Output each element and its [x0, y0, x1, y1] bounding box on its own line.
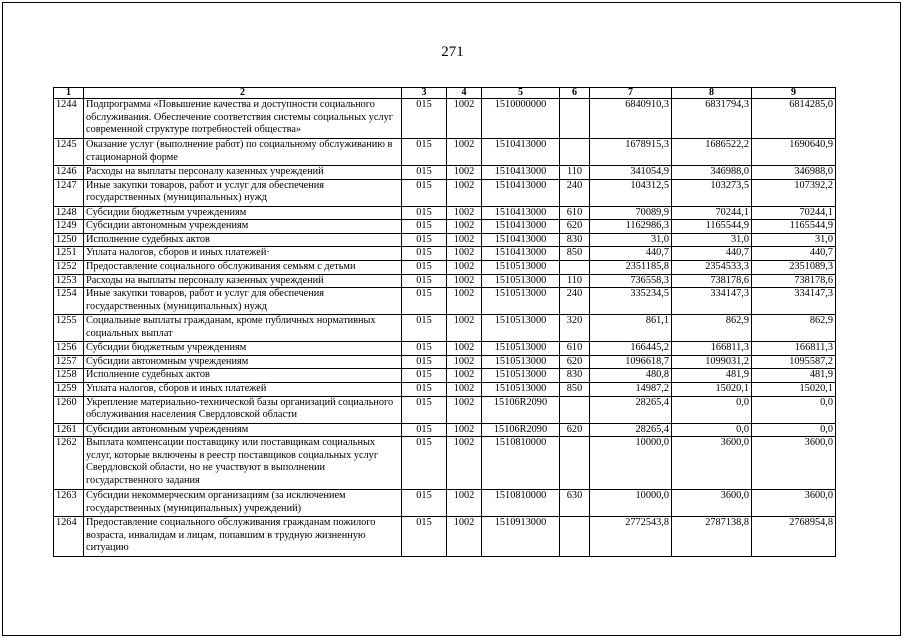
col-9-value: 346988,0 — [752, 166, 836, 180]
col-5-value: 1510513000 — [482, 369, 560, 383]
column-header: 5 — [482, 88, 560, 99]
col-3-value: 015 — [402, 247, 447, 261]
budget-table — [53, 87, 836, 557]
col-6-value: 240 — [560, 288, 590, 315]
row-number: 1262 — [54, 437, 84, 490]
table-row — [54, 166, 836, 180]
col-3-value: 015 — [402, 396, 447, 423]
col-3-value: 015 — [402, 166, 447, 180]
col-3-value: 015 — [402, 423, 447, 437]
col-8-value: 31,0 — [672, 233, 752, 247]
col-5-value: 1510000000 — [482, 99, 560, 139]
col-7-value: 6840910,3 — [590, 99, 672, 139]
row-number: 1247 — [54, 179, 84, 206]
col-8-value: 334147,3 — [672, 288, 752, 315]
col-3-value: 015 — [402, 206, 447, 220]
col-8-value: 481,9 — [672, 369, 752, 383]
col-5-value: 1510513000 — [482, 382, 560, 396]
col-3-value: 015 — [402, 355, 447, 369]
col-3-value: 015 — [402, 517, 447, 557]
row-name: Расходы на выплаты персоналу казенных учреждений — [84, 274, 402, 288]
row-number: 1263 — [54, 490, 84, 517]
row-number: 1253 — [54, 274, 84, 288]
col-6-value: 830 — [560, 233, 590, 247]
col-8-value: 346988,0 — [672, 166, 752, 180]
col-8-value: 2787138,8 — [672, 517, 752, 557]
table-row — [54, 247, 836, 261]
column-header: 3 — [402, 88, 447, 99]
col-8-value: 0,0 — [672, 423, 752, 437]
col-9-value: 440,7 — [752, 247, 836, 261]
col-3-value: 015 — [402, 369, 447, 383]
col-7-value: 70089,9 — [590, 206, 672, 220]
table-row — [54, 179, 836, 206]
col-6-value: 240 — [560, 179, 590, 206]
col-6-value: 610 — [560, 206, 590, 220]
col-9-value: 1165544,9 — [752, 220, 836, 234]
col-9-value: 1095587,2 — [752, 355, 836, 369]
col-6-value: 110 — [560, 274, 590, 288]
col-4-value: 1002 — [447, 247, 482, 261]
col-5-value: 15106R2090 — [482, 423, 560, 437]
col-8-value: 3600,0 — [672, 490, 752, 517]
table-row — [54, 437, 836, 490]
row-name: Предоставление социального обслуживания гражданам пожилого возраста, инвалидам и лицам, попавшим в трудную жизненную ситуацию — [84, 517, 402, 557]
table-row — [54, 517, 836, 557]
col-8-value: 862,9 — [672, 315, 752, 342]
col-4-value: 1002 — [447, 355, 482, 369]
col-5-value: 1510413000 — [482, 247, 560, 261]
row-name: Оказание услуг (выполнение работ) по социальному обслуживанию в стационарной форме — [84, 139, 402, 166]
col-6-value: 830 — [560, 369, 590, 383]
table-row — [54, 315, 836, 342]
table-row — [54, 288, 836, 315]
table-row — [54, 139, 836, 166]
row-number: 1261 — [54, 423, 84, 437]
col-3-value: 015 — [402, 342, 447, 356]
row-number: 1257 — [54, 355, 84, 369]
row-number: 1259 — [54, 382, 84, 396]
column-header: 7 — [590, 88, 672, 99]
col-7-value: 31,0 — [590, 233, 672, 247]
col-7-value: 10000,0 — [590, 490, 672, 517]
col-4-value: 1002 — [447, 166, 482, 180]
col-3-value: 015 — [402, 315, 447, 342]
col-7-value: 10000,0 — [590, 437, 672, 490]
column-header: 6 — [560, 88, 590, 99]
col-9-value: 3600,0 — [752, 490, 836, 517]
col-8-value: 70244,1 — [672, 206, 752, 220]
col-7-value: 104312,5 — [590, 179, 672, 206]
row-number: 1255 — [54, 315, 84, 342]
row-number: 1254 — [54, 288, 84, 315]
col-5-value: 1510413000 — [482, 179, 560, 206]
col-6-value — [560, 139, 590, 166]
col-3-value: 015 — [402, 382, 447, 396]
col-3-value: 015 — [402, 490, 447, 517]
col-9-value: 1690640,9 — [752, 139, 836, 166]
col-7-value: 14987,2 — [590, 382, 672, 396]
row-name: Субсидии некоммерческим организациям (за исключением государственных (муниципальных) учреждений) — [84, 490, 402, 517]
col-8-value: 6831794,3 — [672, 99, 752, 139]
row-name: Субсидии автономным учреждениям — [84, 355, 402, 369]
col-8-value: 1165544,9 — [672, 220, 752, 234]
col-6-value: 610 — [560, 342, 590, 356]
col-5-value: 1510413000 — [482, 206, 560, 220]
col-4-value: 1002 — [447, 517, 482, 557]
col-9-value: 3600,0 — [752, 437, 836, 490]
col-5-value: 1510513000 — [482, 355, 560, 369]
col-3-value: 015 — [402, 139, 447, 166]
col-6-value — [560, 437, 590, 490]
column-header: 2 — [84, 88, 402, 99]
col-8-value: 1686522,2 — [672, 139, 752, 166]
row-name: Иные закупки товаров, работ и услуг для обеспечения государственных (муниципальных) нужд — [84, 179, 402, 206]
col-7-value: 2772543,8 — [590, 517, 672, 557]
table-row — [54, 490, 836, 517]
row-name: Исполнение судебных актов — [84, 233, 402, 247]
col-8-value: 1099031,2 — [672, 355, 752, 369]
row-name: Укрепление материально-технической базы организаций социального обслуживания населения Свердловской области — [84, 396, 402, 423]
col-5-value: 1510513000 — [482, 315, 560, 342]
col-9-value: 0,0 — [752, 396, 836, 423]
row-name: Уплата налогов, сборов и иных платежей — [84, 382, 402, 396]
col-4-value: 1002 — [447, 382, 482, 396]
col-8-value: 738178,6 — [672, 274, 752, 288]
col-5-value: 1510513000 — [482, 288, 560, 315]
col-5-value: 1510413000 — [482, 139, 560, 166]
row-name: Социальные выплаты гражданам, кроме публичных нормативных социальных выплат — [84, 315, 402, 342]
row-name: Выплата компенсации поставщику или поставщикам социальных услуг, которые включены в реестр поставщиков социальных услуг Свердловской области, но не участвуют в выполнении государственного задания — [84, 437, 402, 490]
col-4-value: 1002 — [447, 369, 482, 383]
col-8-value: 15020,1 — [672, 382, 752, 396]
row-name: Предоставление социального обслуживания семьям с детьми — [84, 260, 402, 274]
col-6-value: 620 — [560, 355, 590, 369]
col-4-value: 1002 — [447, 342, 482, 356]
col-7-value: 341054,9 — [590, 166, 672, 180]
row-number: 1252 — [54, 260, 84, 274]
col-6-value: 850 — [560, 382, 590, 396]
col-9-value: 738178,6 — [752, 274, 836, 288]
col-7-value: 335234,5 — [590, 288, 672, 315]
col-7-value: 1162986,3 — [590, 220, 672, 234]
col-7-value: 736558,3 — [590, 274, 672, 288]
row-number: 1249 — [54, 220, 84, 234]
col-5-value: 1510513000 — [482, 260, 560, 274]
col-7-value: 440,7 — [590, 247, 672, 261]
col-5-value: 1510413000 — [482, 233, 560, 247]
col-9-value: 334147,3 — [752, 288, 836, 315]
col-4-value: 1002 — [447, 490, 482, 517]
col-9-value: 6814285,0 — [752, 99, 836, 139]
col-9-value: 2351089,3 — [752, 260, 836, 274]
col-8-value: 103273,5 — [672, 179, 752, 206]
col-9-value: 0,0 — [752, 423, 836, 437]
table-row — [54, 220, 836, 234]
col-5-value: 1510913000 — [482, 517, 560, 557]
col-8-value: 166811,3 — [672, 342, 752, 356]
col-4-value: 1002 — [447, 220, 482, 234]
row-name: Уплата налогов, сборов и иных платежей· — [84, 247, 402, 261]
col-5-value: 1510513000 — [482, 342, 560, 356]
table-row — [54, 423, 836, 437]
col-4-value: 1002 — [447, 274, 482, 288]
column-header: 8 — [672, 88, 752, 99]
col-6-value — [560, 517, 590, 557]
col-5-value: 1510513000 — [482, 274, 560, 288]
table-row — [54, 99, 836, 139]
table-row — [54, 274, 836, 288]
col-6-value: 630 — [560, 490, 590, 517]
column-header: 4 — [447, 88, 482, 99]
row-name: Исполнение судебных актов — [84, 369, 402, 383]
row-number: 1260 — [54, 396, 84, 423]
table-header-row — [54, 88, 836, 99]
col-4-value: 1002 — [447, 233, 482, 247]
row-number: 1250 — [54, 233, 84, 247]
table-row — [54, 260, 836, 274]
col-4-value: 1002 — [447, 260, 482, 274]
table-row — [54, 233, 836, 247]
col-6-value — [560, 260, 590, 274]
col-4-value: 1002 — [447, 139, 482, 166]
col-7-value: 1678915,3 — [590, 139, 672, 166]
row-number: 1245 — [54, 139, 84, 166]
col-7-value: 28265,4 — [590, 396, 672, 423]
col-4-value: 1002 — [447, 288, 482, 315]
col-9-value: 31,0 — [752, 233, 836, 247]
col-4-value: 1002 — [447, 423, 482, 437]
col-8-value: 440,7 — [672, 247, 752, 261]
row-name: Субсидии бюджетным учреждениям — [84, 342, 402, 356]
col-9-value: 107392,2 — [752, 179, 836, 206]
col-4-value: 1002 — [447, 99, 482, 139]
col-7-value: 861,1 — [590, 315, 672, 342]
col-5-value: 1510413000 — [482, 166, 560, 180]
column-header: 1 — [54, 88, 84, 99]
row-number: 1256 — [54, 342, 84, 356]
col-4-value: 1002 — [447, 179, 482, 206]
col-8-value: 2354533,3 — [672, 260, 752, 274]
col-7-value: 1096618,7 — [590, 355, 672, 369]
page-number: 271 — [441, 44, 464, 60]
col-6-value — [560, 99, 590, 139]
row-number: 1251 — [54, 247, 84, 261]
col-5-value: 1510413000 — [482, 220, 560, 234]
col-7-value: 28265,4 — [590, 423, 672, 437]
col-3-value: 015 — [402, 179, 447, 206]
col-8-value: 3600,0 — [672, 437, 752, 490]
col-4-value: 1002 — [447, 206, 482, 220]
col-4-value: 1002 — [447, 396, 482, 423]
table-row — [54, 206, 836, 220]
table-row — [54, 355, 836, 369]
col-9-value: 862,9 — [752, 315, 836, 342]
row-name: Подпрограмма «Повышение качества и доступности социального обслуживания. Обеспечение соответствия системы социальных услуг современной структуре потребностей общества» — [84, 99, 402, 139]
col-3-value: 015 — [402, 260, 447, 274]
table-body — [54, 99, 836, 557]
row-number: 1246 — [54, 166, 84, 180]
row-number: 1248 — [54, 206, 84, 220]
row-number: 1244 — [54, 99, 84, 139]
row-name: Субсидии бюджетным учреждениям — [84, 206, 402, 220]
col-5-value: 15106R2090 — [482, 396, 560, 423]
row-number: 1264 — [54, 517, 84, 557]
col-6-value: 320 — [560, 315, 590, 342]
col-9-value: 70244,1 — [752, 206, 836, 220]
col-6-value: 620 — [560, 220, 590, 234]
col-4-value: 1002 — [447, 315, 482, 342]
col-9-value: 2768954,8 — [752, 517, 836, 557]
col-6-value — [560, 396, 590, 423]
column-header: 9 — [752, 88, 836, 99]
col-3-value: 015 — [402, 437, 447, 490]
col-3-value: 015 — [402, 288, 447, 315]
table-row — [54, 369, 836, 383]
col-6-value: 110 — [560, 166, 590, 180]
col-4-value: 1002 — [447, 437, 482, 490]
col-5-value: 1510810000 — [482, 437, 560, 490]
row-name: Субсидии автономным учреждениям — [84, 423, 402, 437]
col-9-value: 481,9 — [752, 369, 836, 383]
col-7-value: 2351185,8 — [590, 260, 672, 274]
col-8-value: 0,0 — [672, 396, 752, 423]
col-3-value: 015 — [402, 233, 447, 247]
col-9-value: 166811,3 — [752, 342, 836, 356]
row-number: 1258 — [54, 369, 84, 383]
col-6-value: 620 — [560, 423, 590, 437]
table-row — [54, 382, 836, 396]
row-name: Субсидии автономным учреждениям — [84, 220, 402, 234]
col-3-value: 015 — [402, 99, 447, 139]
table-row — [54, 396, 836, 423]
row-name: Иные закупки товаров, работ и услуг для обеспечения государственных (муниципальных) нужд — [84, 288, 402, 315]
col-5-value: 1510810000 — [482, 490, 560, 517]
col-9-value: 15020,1 — [752, 382, 836, 396]
col-3-value: 015 — [402, 220, 447, 234]
col-7-value: 480,8 — [590, 369, 672, 383]
col-7-value: 166445,2 — [590, 342, 672, 356]
col-6-value: 850 — [560, 247, 590, 261]
table-row — [54, 342, 836, 356]
row-name: Расходы на выплаты персоналу казенных учреждений — [84, 166, 402, 180]
col-3-value: 015 — [402, 274, 447, 288]
